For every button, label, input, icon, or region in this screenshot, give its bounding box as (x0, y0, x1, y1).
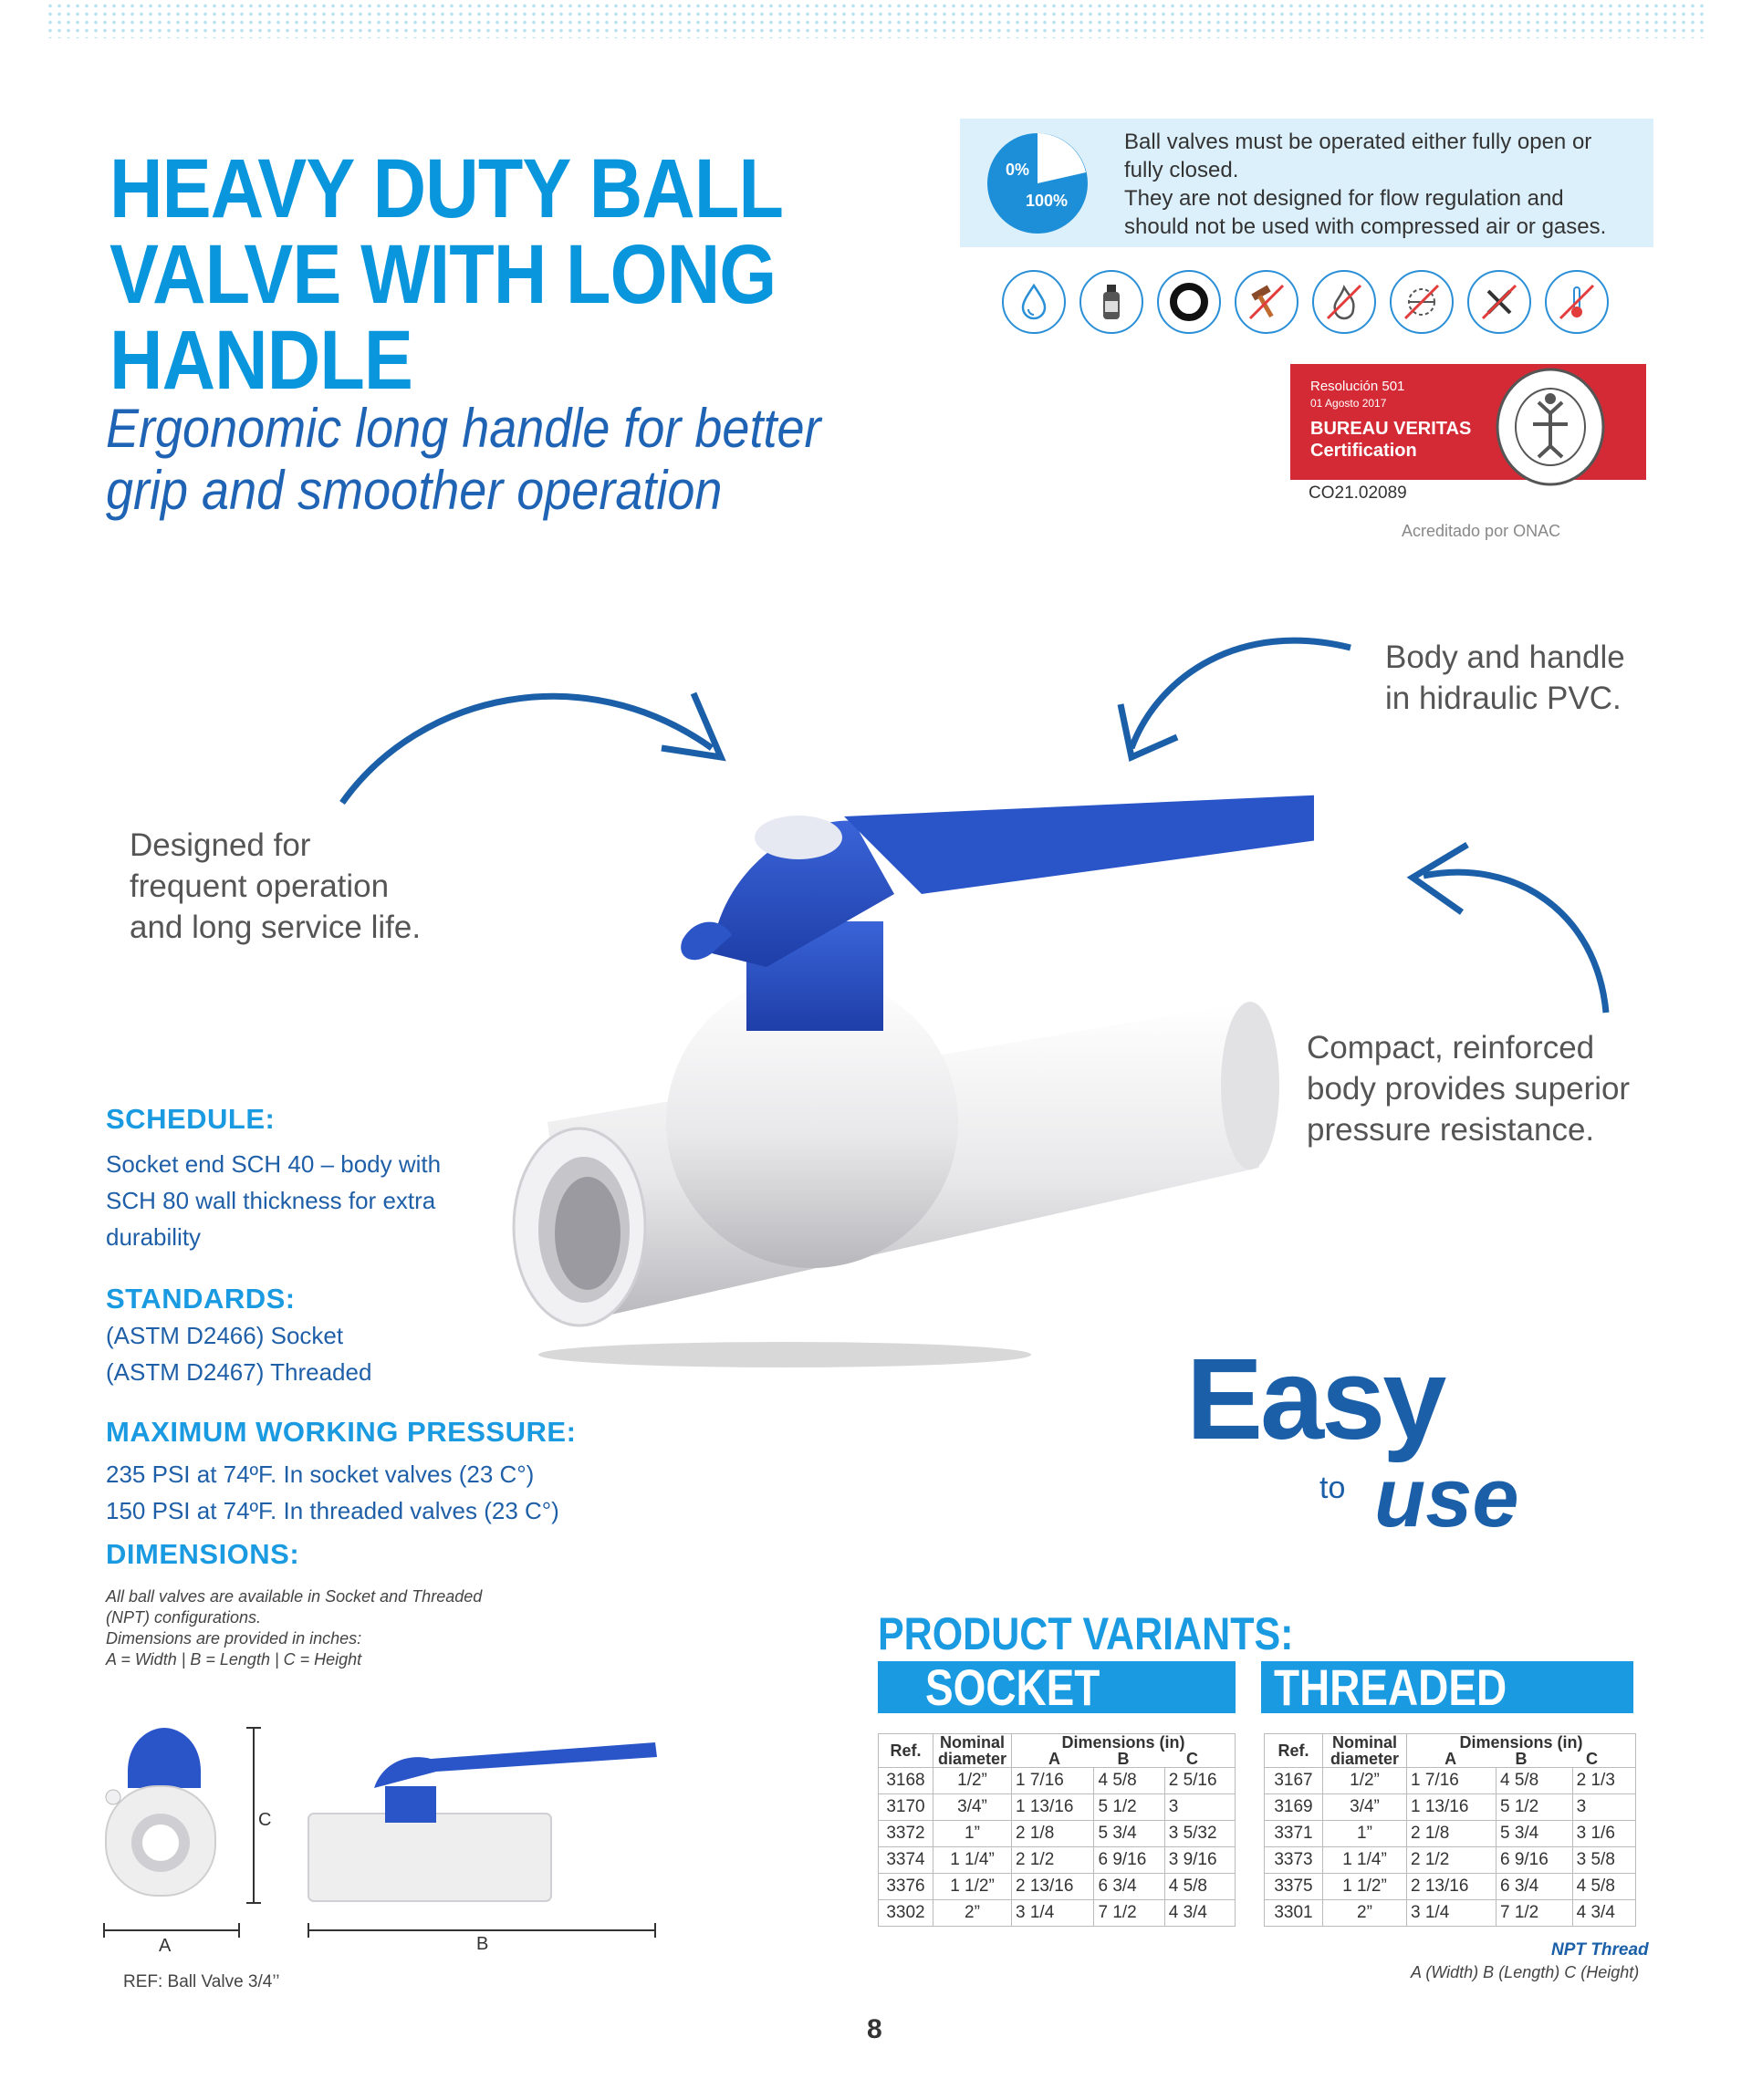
table-cell: 2 1/3 (1572, 1768, 1635, 1794)
table-cell: 3 9/16 (1164, 1847, 1235, 1874)
standards-heading: STANDARDS: (106, 1283, 296, 1315)
table-cell: 1/2” (1323, 1768, 1407, 1794)
table-cell: 1 1/2” (1323, 1874, 1407, 1900)
socket-table: Ref. Nominal diameter Dimensions (in) A B C 3168 1/2” 1 7/16 4 5/8 2 5/16 3170 3/4” 1 13/16 5 1/2 3 3372 1” 2 1/8 5 3/4 3 5/32 3374 1 1/4” 2 1/2 6 9/16 3 9/16 3376 1 1/2” 2 13/16 6 3/4 4 5/8 3302 2” 3 1/4 7 1/2 4 3/4 (878, 1733, 1236, 1927)
table-cell: 3 1/4 (1012, 1900, 1094, 1927)
table-row (1265, 1900, 1636, 1927)
table-row (1265, 1768, 1636, 1794)
pressure-heading: MAXIMUM WORKING PRESSURE: (106, 1416, 577, 1448)
table-row (1265, 1847, 1636, 1874)
product-variants-heading: PRODUCT VARIANTS: (878, 1608, 1294, 1659)
table-cell: 3 1/4 (1407, 1900, 1496, 1927)
diagram-caption: REF: Ball Valve 3/4’’ (123, 1972, 280, 1991)
table-cell: 6 3/4 (1094, 1874, 1164, 1900)
table-cell: 1 1/2” (933, 1874, 1012, 1900)
table-cell: 1 1/4” (933, 1847, 1012, 1874)
schedule-heading: SCHEDULE: (106, 1103, 276, 1135)
dim-label-a: A (159, 1936, 172, 1956)
table-cell: 3373 (1265, 1847, 1323, 1874)
table-cell: 5 3/4 (1094, 1821, 1164, 1847)
table-cell: 3169 (1265, 1794, 1323, 1821)
page-number: 8 (867, 2014, 882, 2044)
table-cell: 6 3/4 (1496, 1874, 1572, 1900)
table-cell: 3/4” (933, 1794, 1012, 1821)
pressure-text: 235 PSI at 74ºF. In socket valves (23 C°) 150 PSI at 74ºF. In threaded valves (23 C°) (106, 1461, 559, 1524)
dimension-legend: A (Width) B (Length) C (Height) (1411, 1963, 1640, 1981)
callout-designed: Designed for frequent operation and long service life. (130, 827, 422, 945)
table-cell: 6 9/16 (1496, 1847, 1572, 1874)
table-cell: 3 5/32 (1164, 1821, 1235, 1847)
dimension-diagram (91, 1715, 675, 1952)
table-cell: 3 (1164, 1794, 1235, 1821)
dim-label-c: C (258, 1810, 272, 1830)
table-cell: 2 13/16 (1407, 1874, 1496, 1900)
easy-script-text: use (1374, 1451, 1519, 1544)
table-row (1265, 1821, 1636, 1847)
table-row (879, 1794, 1236, 1821)
socket-band: SOCKET (878, 1661, 1236, 1713)
table-cell: 1 7/16 (1012, 1768, 1094, 1794)
certificate-code: CO21.02089 (1309, 483, 1407, 503)
callout-body-handle: Body and handle in hidraulic PVC. (1385, 639, 1625, 716)
page-subtitle: Ergonomic long handle for better grip and smoother operation (106, 398, 821, 521)
table-cell: 2” (933, 1900, 1012, 1927)
standards-text: (ASTM D2466) Socket (ASTM D2467) Threaded (106, 1322, 372, 1386)
easy-small-text: to (1319, 1471, 1346, 1505)
arrow-compact (1424, 872, 1606, 1013)
page-title: HEAVY DUTY BALL VALVE WITH LONG HANDLE (110, 142, 784, 407)
table-cell: 4 3/4 (1164, 1900, 1235, 1927)
table-cell: 6 9/16 (1094, 1847, 1164, 1874)
table-cell: 3372 (879, 1821, 933, 1847)
table-cell: 3 5/8 (1572, 1847, 1635, 1874)
table-cell: 3/4” (1323, 1794, 1407, 1821)
dim-label-b: B (476, 1934, 489, 1954)
table-cell: 3170 (879, 1794, 933, 1821)
table-cell: 4 3/4 (1572, 1900, 1635, 1927)
table-cell: 1” (933, 1821, 1012, 1847)
ball-valve-illustration (493, 730, 1314, 1368)
table-cell: 3371 (1265, 1821, 1323, 1847)
table-cell: 3167 (1265, 1768, 1323, 1794)
table-cell: 1” (1323, 1821, 1407, 1847)
table-row (879, 1821, 1236, 1847)
table-cell: 2 13/16 (1012, 1874, 1094, 1900)
table-row (1265, 1874, 1636, 1900)
easy-big-text: Easy (1186, 1335, 1444, 1463)
accreditation-note: Acreditado por ONAC (1402, 522, 1561, 540)
dial-bottom-label: 100% (1026, 192, 1069, 210)
table-cell: 1/2” (933, 1768, 1012, 1794)
notice-text: Ball valves must be operated either fully open or fully closed. They are not designed for flow regulation and should not be used with compressed air or gases. (1124, 130, 1607, 239)
table-cell: 2 1/2 (1407, 1847, 1496, 1874)
table-cell: 2 1/2 (1012, 1847, 1094, 1874)
table-cell: 1 7/16 (1407, 1768, 1496, 1794)
certification-badge: Resolución 501 01 Agosto 2017 BUREAU VERITAS Certification (1290, 364, 1646, 480)
dimensions-note: All ball valves are available in Socket and Threaded (NPT) configurations. Dimensions are provided in inches: A = Width | B = Length | C = Height (106, 1587, 483, 1669)
table-cell: 5 1/2 (1094, 1794, 1164, 1821)
table-row (879, 1847, 1236, 1874)
table-cell: 7 1/2 (1094, 1900, 1164, 1927)
callout-compact: Compact, reinforced body provides superior pressure resistance. (1307, 1030, 1631, 1148)
schedule-text: Socket end SCH 40 – body with SCH 80 wall thickness for extra durability (106, 1150, 442, 1251)
threaded-table: Ref. Nominal diameter Dimensions (in) A B C 3167 1/2” 1 7/16 4 5/8 2 1/3 3169 3/4” 1 13/16 5 1/2 3 3371 1” 2 1/8 5 3/4 3 1/6 3373 1 1/4” 2 1/2 6 9/16 3 5/8 3375 1 1/2” 2 13/16 6 3/4 4 5/8 3301 2” 3 1/4 7 1/2 4 3/4 (1264, 1733, 1636, 1927)
table-cell: 4 5/8 (1094, 1768, 1164, 1794)
table-cell: 2 1/8 (1407, 1821, 1496, 1847)
npt-thread-note: NPT Thread (1551, 1940, 1649, 1960)
table-cell: 5 3/4 (1496, 1821, 1572, 1847)
table-cell: 3 1/6 (1572, 1821, 1635, 1847)
table-cell: 1 13/16 (1407, 1794, 1496, 1821)
threaded-band: THREADED (1261, 1661, 1633, 1713)
table-cell: 1 1/4” (1323, 1847, 1407, 1874)
table-cell: 3 (1572, 1794, 1635, 1821)
table-cell: 2 5/16 (1164, 1768, 1235, 1794)
table-cell: 4 5/8 (1572, 1874, 1635, 1900)
table-row (1265, 1794, 1636, 1821)
table-cell: 7 1/2 (1496, 1900, 1572, 1927)
table-cell: 3376 (879, 1874, 933, 1900)
dial-top-label: 0% (1006, 161, 1030, 179)
table-cell: 3168 (879, 1768, 933, 1794)
table-cell: 1 13/16 (1012, 1794, 1094, 1821)
table-cell: 2” (1323, 1900, 1407, 1927)
dimensions-heading: DIMENSIONS: (106, 1538, 300, 1570)
table-cell: 3301 (1265, 1900, 1323, 1927)
table-row (879, 1874, 1236, 1900)
table-cell: 3375 (1265, 1874, 1323, 1900)
table-cell: 3374 (879, 1847, 933, 1874)
table-cell: 4 5/8 (1164, 1874, 1235, 1900)
table-cell: 4 5/8 (1496, 1768, 1572, 1794)
table-row (879, 1900, 1236, 1927)
table-cell: 3302 (879, 1900, 933, 1927)
table-row (879, 1768, 1236, 1794)
table-cell: 2 1/8 (1012, 1821, 1094, 1847)
table-cell: 5 1/2 (1496, 1794, 1572, 1821)
